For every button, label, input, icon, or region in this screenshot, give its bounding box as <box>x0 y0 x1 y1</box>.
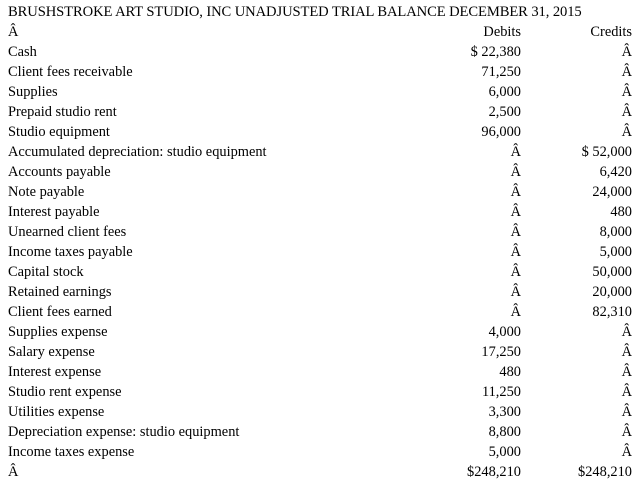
table-row <box>8 182 632 202</box>
credit-amount: 20,000 <box>592 284 632 300</box>
account-name: Interest expense <box>8 364 102 380</box>
account-name: Income taxes payable <box>8 244 133 260</box>
account-name: Studio equipment <box>8 124 110 140</box>
table-row <box>8 242 632 262</box>
credit-amount: Â <box>621 404 632 420</box>
debit-amount: 71,250 <box>481 64 521 80</box>
account-name: Client fees earned <box>8 304 112 320</box>
account-name: Utilities expense <box>8 404 105 420</box>
table-row <box>8 122 632 142</box>
account-name: Note payable <box>8 184 85 200</box>
table-row <box>8 382 632 402</box>
table-row <box>8 402 632 422</box>
credit-amount: 6,420 <box>599 164 632 180</box>
table-row <box>8 422 632 442</box>
credit-amount: Â <box>621 104 632 120</box>
account-name: Client fees receivable <box>8 64 133 80</box>
table-row <box>8 442 632 462</box>
account-name: Supplies <box>8 84 58 100</box>
debit-amount: 3,300 <box>488 404 521 420</box>
credit-amount: Â <box>621 344 632 360</box>
debit-amount: 6,000 <box>488 84 521 100</box>
trial-balance-table <box>8 22 632 482</box>
credit-amount: Â <box>621 384 632 400</box>
account-name: Prepaid studio rent <box>8 104 117 120</box>
totals-body <box>8 462 632 482</box>
debit-amount: Â <box>510 144 521 160</box>
debit-amount: 4,000 <box>488 324 521 340</box>
debit-amount: $ 22,380 <box>470 44 521 60</box>
totals-row <box>8 462 632 482</box>
credit-amount: Â <box>621 84 632 100</box>
debit-amount: Â <box>510 244 521 260</box>
totals-credit: $248,210 <box>578 464 632 480</box>
credit-amount: 82,310 <box>592 304 632 320</box>
table-header-row <box>8 22 632 42</box>
table-row <box>8 342 632 362</box>
table-row <box>8 42 632 62</box>
credit-amount: Â <box>621 324 632 340</box>
debit-amount: Â <box>510 164 521 180</box>
debit-amount: Â <box>510 224 521 240</box>
debit-amount: 11,250 <box>481 384 521 400</box>
credit-amount: Â <box>621 124 632 140</box>
debit-amount: 17,250 <box>481 344 521 360</box>
debit-amount: 5,000 <box>488 444 521 460</box>
credit-amount: 480 <box>610 204 632 220</box>
account-name: Accumulated depreciation: studio equipment <box>8 144 267 160</box>
table-row <box>8 282 632 302</box>
table-row <box>8 142 632 162</box>
debit-amount: Â <box>510 304 521 320</box>
account-name: Cash <box>8 44 37 60</box>
account-name: Depreciation expense: studio equipment <box>8 424 240 440</box>
account-name: Accounts payable <box>8 164 111 180</box>
account-name: Studio rent expense <box>8 384 122 400</box>
account-name: Supplies expense <box>8 324 108 340</box>
account-name: Unearned client fees <box>8 224 127 240</box>
table-row <box>8 262 632 282</box>
table-row <box>8 322 632 342</box>
column-header-account: Â <box>8 24 19 40</box>
table-body <box>8 22 632 42</box>
table-row <box>8 102 632 122</box>
table-row <box>8 222 632 242</box>
credit-amount: Â <box>621 44 632 60</box>
credit-amount: Â <box>621 64 632 80</box>
account-name: Interest payable <box>8 204 100 220</box>
debit-amount: Â <box>510 204 521 220</box>
credit-amount: 8,000 <box>599 224 632 240</box>
credit-amount: Â <box>621 444 632 460</box>
document-title: BRUSHSTROKE ART STUDIO, INC UNADJUSTED TRIAL BALANCE DECEMBER 31, 2015 <box>8 4 582 20</box>
column-header-credits: Credits <box>590 24 632 40</box>
account-name: Income taxes expense <box>8 444 135 460</box>
debit-amount: 2,500 <box>488 104 521 120</box>
totals-label: Â <box>8 464 19 480</box>
totals-debit: $248,210 <box>467 464 521 480</box>
debit-amount: Â <box>510 284 521 300</box>
credit-amount: Â <box>621 364 632 380</box>
table-row <box>8 362 632 382</box>
debit-amount: Â <box>510 264 521 280</box>
debit-amount: Â <box>510 184 521 200</box>
account-name: Retained earnings <box>8 284 112 300</box>
account-rows <box>8 42 632 462</box>
table-row <box>8 62 632 82</box>
account-name: Capital stock <box>8 264 84 280</box>
table-row <box>8 202 632 222</box>
credit-amount: 24,000 <box>592 184 632 200</box>
table-row <box>8 302 632 322</box>
credit-amount: 50,000 <box>592 264 632 280</box>
table-row <box>8 82 632 102</box>
account-name: Salary expense <box>8 344 95 360</box>
table-row <box>8 162 632 182</box>
debit-amount: 480 <box>499 364 521 380</box>
debit-amount: 96,000 <box>481 124 521 140</box>
credit-amount: Â <box>621 424 632 440</box>
column-header-debits: Debits <box>483 24 521 40</box>
debit-amount: 8,800 <box>488 424 521 440</box>
credit-amount: $ 52,000 <box>581 144 632 160</box>
credit-amount: 5,000 <box>599 244 632 260</box>
